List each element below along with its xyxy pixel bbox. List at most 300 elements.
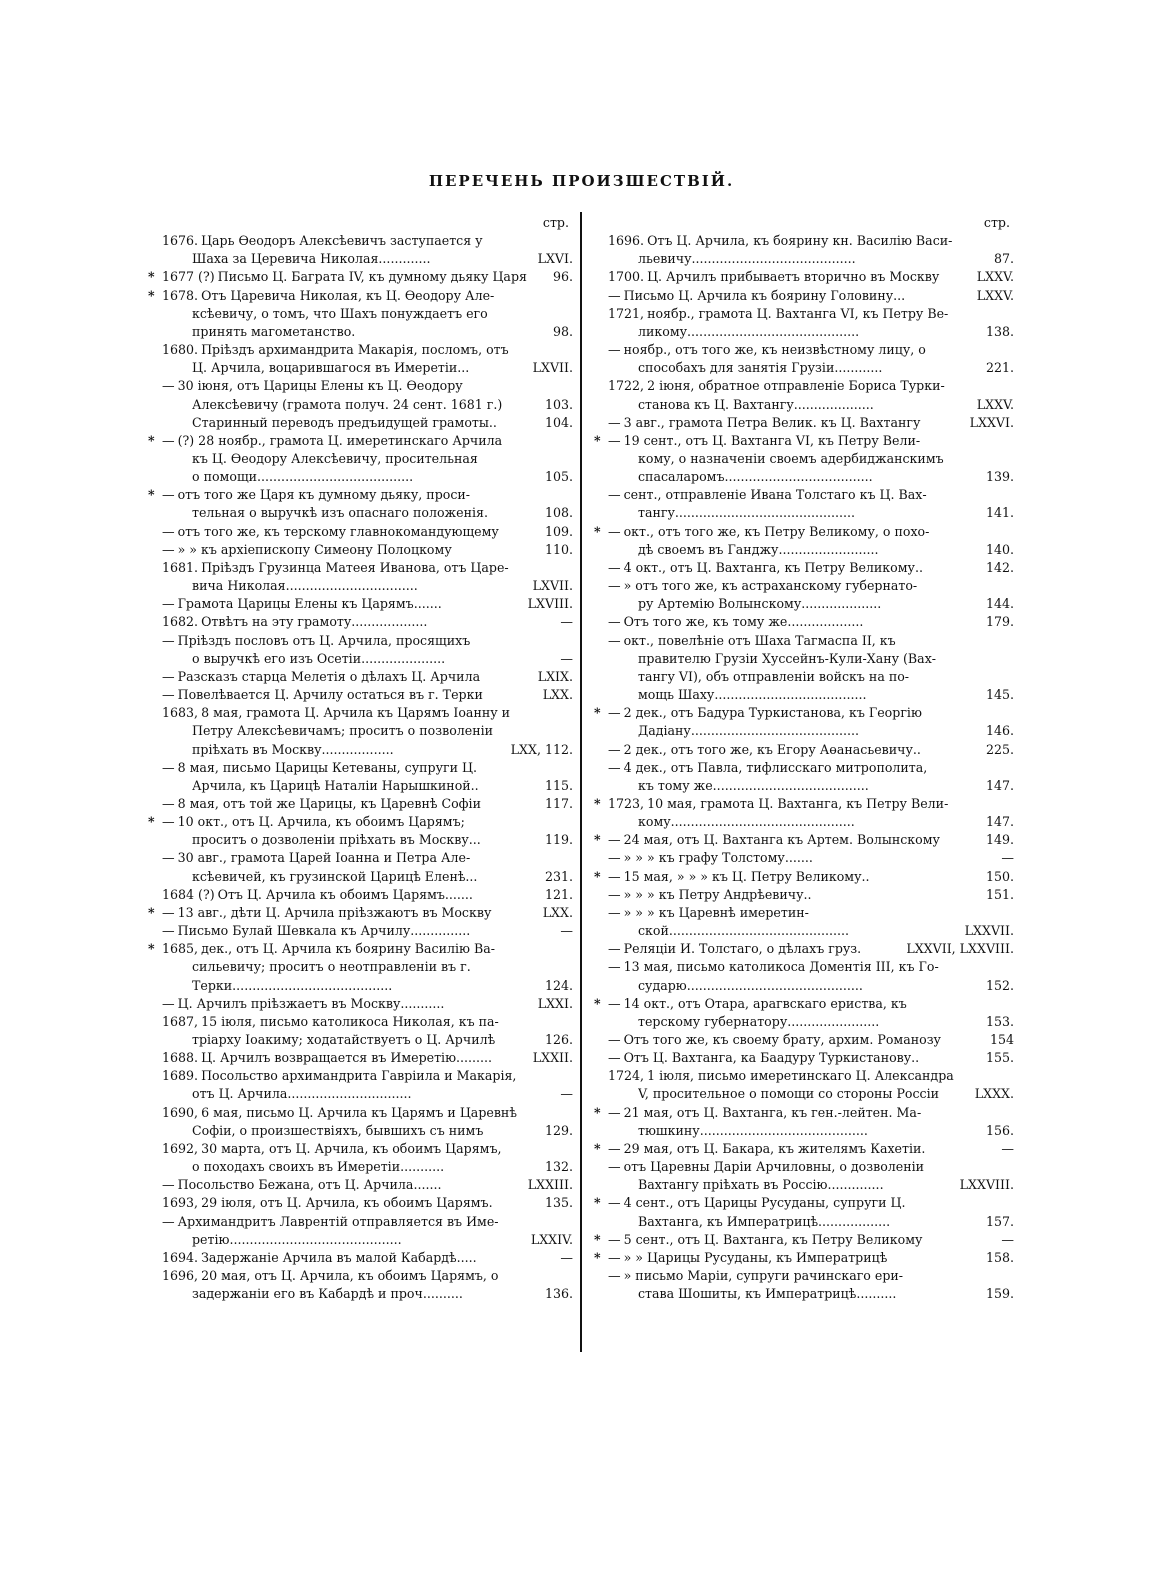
entry-text: 8 мая, письмо Царицы Кетеваны, супруги Ц. [177,759,477,775]
entry-page: LXXV. [976,396,1014,412]
entry-text: ской............................................. [638,923,850,939]
entry-row [594,886,1014,904]
entry-page: LXX. [542,904,573,920]
entry-text: Повелѣвается Ц. Арчилу остаться въ г. Терки [177,687,483,703]
entry-continuation [594,813,1014,831]
entry-year: 1678. [162,287,199,303]
entry-text: Старинный переводъ предъидущей грамоты.. [192,414,497,430]
entry-text: 20 мая, отъ Ц. Арчила, къ обоимъ Царямъ, о [201,1268,499,1284]
entry-text: принять магометанство. [192,323,356,339]
entry-page: 110. [544,541,573,557]
entry-year: — [608,432,621,448]
entry-continuation [594,977,1014,995]
entry-page: LXVIII. [527,596,573,612]
entry-year: — [608,1104,621,1120]
entry-year: — [162,795,175,811]
entry-text: 4 сент., отъ Царицы Русуданы, супруги Ц. [623,1195,906,1211]
entry-text: Ц. Арчилъ прибываетъ вторично въ Москву [647,269,940,285]
entry-text: » письмо Маріи, супруги рачинскаго ери- [623,1268,904,1284]
entry-mark: * [594,705,601,721]
entry-mark: * [594,995,601,1011]
entry-row [594,559,1014,577]
entry-year: — [608,759,621,775]
entry-continuation [148,1122,573,1140]
entry-text: 30 марта, отъ Ц. Арчила, къ обоимъ Царямъ, [201,1140,502,1156]
entry-page: 98. [552,323,573,339]
entry-row [148,1249,573,1267]
entry-mark: * [594,1195,601,1211]
entry-text: 24 мая, отъ Ц. Вахтанга къ Артем. Волынскому [623,832,940,848]
entry-page: 179. [985,614,1014,630]
entry-text: » » » къ Царевнѣ имеретин- [623,904,809,920]
entry-page: 129. [544,1122,573,1138]
entry-year: — [608,342,621,358]
entry-text: » » Царицы Русуданы, къ Императрицѣ [623,1249,888,1265]
entry-continuation [148,504,573,522]
entry-year: — [608,959,621,975]
entry-continuation [148,868,573,886]
entry-text: Письмо Булай Шевкала къ Арчилу............... [177,923,471,939]
entry-year: 1723, [608,795,645,811]
entry-row [148,1267,573,1285]
entry-continuation [148,450,573,468]
entry-page: LXIX. [537,668,573,684]
right-column [594,214,1014,1303]
entry-page: 147. [985,777,1014,793]
entry-year: 1680. [162,342,199,358]
entry-text: » отъ того же, къ астраханскому губернато- [623,578,918,594]
entry-text: Софіи, о произшествіяхъ, бывшихъ съ нимъ [192,1122,484,1138]
entry-text: 2 дек., отъ того же, къ Егору Аөанасьевичу.. [623,741,921,757]
entry-year: — [608,287,621,303]
entry-page: 138. [985,323,1014,339]
entry-page: LXX, 112. [510,741,573,757]
entry-row [594,1104,1014,1122]
entry-year: 1687, [162,1013,199,1029]
entry-year: — [608,995,621,1011]
entry-text: Задержаніе Арчила въ малой Кабардѣ..... [201,1249,477,1265]
entry-continuation [148,1231,573,1249]
entry-text: Пріѣздъ архимандрита Макарія, посломъ, отъ [201,342,509,358]
entry-page: 109. [544,523,573,539]
entry-continuation [148,305,573,323]
entry-continuation [148,958,573,976]
entry-row [594,486,1014,504]
entry-page: LXXX. [974,1086,1014,1102]
entry-page: 152. [985,977,1014,993]
entry-text: тюшкину.......................................... [638,1122,868,1138]
entry-text: 6 мая, письмо Ц. Арчила къ Царямъ и Царевнѣ [201,1104,517,1120]
left-column [148,214,573,1303]
entry-year: — [608,1195,621,1211]
entry-mark: * [594,832,601,848]
entry-page: 126. [544,1032,573,1048]
entry-text: станова къ Ц. Вахтангу.................... [638,396,874,412]
entry-continuation [148,359,573,377]
entry-page: LXXV. [976,269,1014,285]
entry-text: ноябр., грамота Ц. Вахтанга VI, къ Петру Ве- [647,305,949,321]
entry-text: ретію........................................... [192,1231,402,1247]
entry-year: — [608,632,621,648]
entry-year: — [608,614,621,630]
entry-page: 155. [985,1050,1014,1066]
entry-continuation [148,722,573,740]
entry-page: LXXI. [537,995,573,1011]
entry-text: льевичу......................................... [638,251,856,267]
entry-year: 1682. [162,614,199,630]
entry-mark: * [148,269,155,285]
entry-row [594,831,1014,849]
entry-continuation [148,1085,573,1103]
entry-row [148,1194,573,1212]
entry-page: 121. [544,886,573,902]
entry-year: 1722, [608,378,645,394]
entry-page: 136. [544,1286,573,1302]
entry-continuation [148,741,573,759]
entry-continuation [594,668,1014,686]
entry-row [148,995,573,1013]
entry-text: 13 авг., дѣти Ц. Арчила пріѣзжаютъ въ Москву [177,904,492,920]
entry-row [594,1231,1014,1249]
entry-year: — [162,596,175,612]
entry-row [594,1158,1014,1176]
entry-row [148,268,573,286]
entry-row [148,668,573,686]
entry-year: — [608,1159,621,1175]
entry-year: — [162,523,175,539]
entry-row [594,741,1014,759]
entry-row [148,886,573,904]
entry-text: Реляціи И. Толстаго, о дѣлахъ груз. [623,941,862,957]
entry-mark: * [594,432,601,448]
entry-year: — [608,1050,621,1066]
entry-row [594,1031,1014,1049]
entry-page: — [1001,850,1014,866]
entry-row [594,341,1014,359]
entry-year: 1684 (?) [162,886,215,902]
entry-row [148,1176,573,1194]
page-column-label: стр. [542,215,569,230]
entry-text: къ Ц. Өеодору Алексѣевичу, просительная [192,451,478,467]
entry-year: — [608,741,621,757]
entry-year: — [608,941,621,957]
entry-year: — [608,904,621,920]
entry-year: 1677 (?) [162,269,215,285]
entry-mark: * [594,1104,601,1120]
entry-text: 15 мая, » » » къ Ц. Петру Великому.. [623,868,870,884]
entry-page: LXXVIII. [959,1177,1014,1193]
entry-text: 8 мая, отъ той же Царицы, къ Царевнѣ Софіи [177,795,481,811]
entry-page: 231. [544,868,573,884]
entry-text: Письмо Ц. Баграта IV, къ думному дьяку Царя [217,269,527,285]
entry-continuation [594,541,1014,559]
entry-text: 15 іюля, письмо католикоса Николая, къ па- [201,1013,499,1029]
entry-row [148,523,573,541]
entry-text: сент., отправленіе Ивана Толстаго къ Ц. Вах- [623,487,927,503]
entry-row [148,1140,573,1158]
entry-row [594,577,1014,595]
entry-continuation [148,577,573,595]
entry-mark: * [594,868,601,884]
entry-text: окт., отъ того же, къ Петру Великому, о похо- [623,523,930,539]
entry-year: — [608,1032,621,1048]
entry-year: — [162,632,175,648]
entry-year: — [608,414,621,430]
entry-page: LXVI. [537,251,573,267]
entry-text: тангу VI), объ отправленіи войскъ на по- [638,668,910,684]
entry-continuation [594,650,1014,668]
entry-page: 96. [552,269,573,285]
entry-text: ксѣевичей, къ грузинской Царицѣ Еленѣ... [192,868,478,884]
entry-page: 153. [985,1013,1014,1029]
entry-text: Алексѣевичу (грамота получ. 24 сент. 1681 г.) [192,396,503,412]
entry-year: 1721, [608,305,645,321]
entry-continuation [148,977,573,995]
entry-row [594,632,1014,650]
entry-continuation [594,250,1014,268]
entry-text: о походахъ своихъ въ Имеретіи........... [192,1159,445,1175]
entry-text: Грамота Царицы Елены къ Царямъ....... [177,596,442,612]
entry-text: става Шошиты, къ Императрицѣ.......... [638,1286,897,1302]
page-column-label: стр. [983,215,1010,230]
entry-text: Терки........................................ [192,977,393,993]
entry-year: — [162,378,175,394]
entry-page: 225. [985,741,1014,757]
entry-text: 2 іюня, обратное отправленіе Бориса Турки- [647,378,945,394]
entry-year: 1693, [162,1195,199,1211]
entry-text: Архимандритъ Лаврентій отправляется въ Име- [177,1213,499,1229]
entry-continuation [148,650,573,668]
entry-page: 115. [544,777,573,793]
entry-row [148,377,573,395]
entry-mark: * [594,523,601,539]
entry-text: мощь Шаху...................................... [638,687,867,703]
entry-page: 149. [985,832,1014,848]
entry-year: 1685, [162,941,199,957]
entry-row [594,704,1014,722]
entry-year: 1696. [608,233,645,249]
entry-text: Ц. Арчилъ возвращается въ Имеретію......... [201,1050,493,1066]
entry-row [148,232,573,250]
entry-mark: * [148,904,155,920]
entry-mark: * [148,941,155,957]
entry-text: Отъ того же, къ своему брату, архим. Романозу [623,1032,941,1048]
entry-continuation [594,1285,1014,1303]
entry-year: — [608,705,621,721]
entry-row [594,305,1014,323]
entry-text: Дадіану.......................................... [638,723,859,739]
entry-continuation [594,468,1014,486]
entry-row [594,1049,1014,1067]
entry-continuation [594,722,1014,740]
entry-continuation [148,414,573,432]
entry-row [148,1013,573,1031]
entry-row [148,1213,573,1231]
entry-year: 1683, [162,705,199,721]
entry-year: — [608,832,621,848]
entry-page: 145. [985,687,1014,703]
entry-page: 154 [989,1032,1014,1048]
entry-row [148,1049,573,1067]
entry-text: 1 іюля, письмо имеретинскаго Ц. Александра [647,1068,954,1084]
entry-continuation [594,504,1014,522]
entry-year: 1724, [608,1068,645,1084]
entry-continuation [148,323,573,341]
entry-page: 132. [544,1159,573,1175]
entry-text: проситъ о дозволеніи пріѣхать въ Москву... [192,832,481,848]
entry-year: 1676. [162,233,199,249]
entry-page: 105. [544,469,573,485]
entry-continuation [148,831,573,849]
entry-year: — [608,1268,621,1284]
entry-continuation [594,1013,1014,1031]
entry-mark: * [148,287,155,303]
entry-text: 4 дек., отъ Павла, тифлисскаго митрополита, [623,759,928,775]
entry-page: 108. [544,505,573,521]
entry-year: — [162,1213,175,1229]
entry-continuation [594,777,1014,795]
entry-text: 10 мая, грамота Ц. Вахтанга, къ Петру Вели- [647,795,949,811]
entry-row [594,1249,1014,1267]
entry-text: Арчила, къ Царицѣ Наталіи Нарышкиной.. [192,777,479,793]
entry-page: LXXIII. [527,1177,573,1193]
entry-year: — [162,541,175,557]
entry-page: LXXVII, LXXVIII. [906,941,1014,957]
entry-year: — [608,487,621,503]
entry-text: 29 мая, отъ Ц. Бакара, къ жителямъ Кахетіи. [623,1140,926,1156]
entry-year: — [162,904,175,920]
entry-text: 14 окт., отъ Отара, арагвскаго ериства, къ [623,995,907,1011]
entry-page: 221. [985,360,1014,376]
entry-row [148,1104,573,1122]
entry-mark: * [148,432,155,448]
entry-text: (?) 28 ноябр., грамота Ц. имеретинскаго Арчила [177,432,503,448]
entry-text: 29 іюля, отъ Ц. Арчила, къ обоимъ Царямъ. [201,1195,493,1211]
entry-row [148,541,573,559]
entry-page: — [560,923,573,939]
entry-continuation [148,1031,573,1049]
entry-year: 1690, [162,1104,199,1120]
entry-text: Царь Өеодоръ Алексѣевичъ заступается у [201,233,483,249]
entry-row [594,759,1014,777]
entry-year: 1694. [162,1249,199,1265]
entry-text: Шаха за Церевича Николая............. [192,251,431,267]
entry-page: 124. [544,977,573,993]
entry-row [594,795,1014,813]
entry-text: ксѣевичу, о томъ, что Шахъ понуждаетъ его [192,305,488,321]
entry-row [594,1140,1014,1158]
entry-year: — [608,578,621,594]
entry-text: о выручкѣ его изъ Осетіи..................... [192,650,446,666]
entry-page: LXXV. [976,287,1014,303]
entry-text: ру Артемію Волынскому.................... [638,596,882,612]
entry-page: LXXII. [532,1050,573,1066]
entry-year: — [608,850,621,866]
entry-text: тріарху Іоакиму; ходатайствуетъ о Ц. Арчилѣ [192,1032,496,1048]
entry-row [594,904,1014,922]
entry-year: 1692, [162,1140,199,1156]
entry-row [148,904,573,922]
entry-page: 156. [985,1122,1014,1138]
entry-row [594,268,1014,286]
entry-year: — [608,559,621,575]
entry-row [594,232,1014,250]
entry-continuation [594,323,1014,341]
entry-text: Ц. Арчилъ пріѣзжаетъ въ Москву........... [177,995,445,1011]
entry-text: дѣ своемъ въ Ганджу......................... [638,541,879,557]
entry-text: 10 окт., отъ Ц. Арчила, къ обоимъ Царямъ; [177,814,465,830]
entry-year: — [162,487,175,503]
entry-text: Пріѣздъ пословъ отъ Ц. Арчила, просящихъ [177,632,471,648]
entry-row [148,940,573,958]
entry-row [148,486,573,504]
entry-text: пріѣхать въ Москву.................. [192,741,394,757]
entry-year: — [162,432,175,448]
entry-mark: * [148,487,155,503]
entry-text: кому.............................................. [638,814,855,830]
entry-row [594,432,1014,450]
entry-continuation [594,450,1014,468]
entry-row [594,414,1014,432]
entry-year: 1688. [162,1050,199,1066]
entry-text: тельная о выручкѣ изъ опаснаго положенія. [192,505,488,521]
entry-page: 157. [985,1213,1014,1229]
entry-text: 13 мая, письмо католикоса Доментія III, къ Го- [623,959,939,975]
entry-list-right [594,232,1014,1303]
entry-page: 151. [985,886,1014,902]
entry-text: V, просительное о помощи со стороны Россіи [638,1086,940,1102]
entry-text: къ тому же....................................... [638,777,869,793]
entry-text: » » къ архіепископу Симеону Полоцкому [177,541,452,557]
entry-year: — [162,668,175,684]
entry-text: Посольство Бежана, отъ Ц. Арчила....... [177,1177,442,1193]
entry-mark: * [148,814,155,830]
entry-continuation [148,777,573,795]
entry-page: — [560,650,573,666]
entry-page: — [560,1249,573,1265]
entry-text: Отвѣтъ на эту грамоту................... [201,614,428,630]
entry-year: — [162,850,175,866]
entry-text: 19 сент., отъ Ц. Вахтанга VI, къ Петру Вели- [623,432,921,448]
entry-continuation [594,1213,1014,1231]
entry-row [148,613,573,631]
entry-row [594,613,1014,631]
entry-continuation [594,686,1014,704]
entry-continuation [594,922,1014,940]
entry-continuation [594,1176,1014,1194]
entry-page: 140. [985,541,1014,557]
entry-row [594,377,1014,395]
entry-text: Посольство архимандрита Гавріила и Макарія, [201,1068,517,1084]
entry-mark: * [594,1231,601,1247]
entry-row [594,1067,1014,1085]
entry-year: — [608,886,621,902]
entry-year: — [608,1249,621,1265]
entry-row [148,704,573,722]
entry-page: — [1001,1140,1014,1156]
entry-text: сударю............................................ [638,977,863,993]
entry-text: Вахтанга, къ Императрицѣ.................. [638,1213,891,1229]
entry-text: отъ Царевны Даріи Арчиловны, о дозволеніи [623,1159,925,1175]
entry-year: 1689. [162,1068,199,1084]
entry-text: сильевичу; проситъ о неотправленіи въ г. [192,959,471,975]
entry-list-left [148,232,573,1303]
entry-text: Петру Алексѣевичамъ; проситъ о позволеніи [192,723,494,739]
entry-row [594,523,1014,541]
entry-row [148,849,573,867]
entry-text: способахъ для занятія Грузіи............ [638,360,883,376]
entry-year: — [162,814,175,830]
